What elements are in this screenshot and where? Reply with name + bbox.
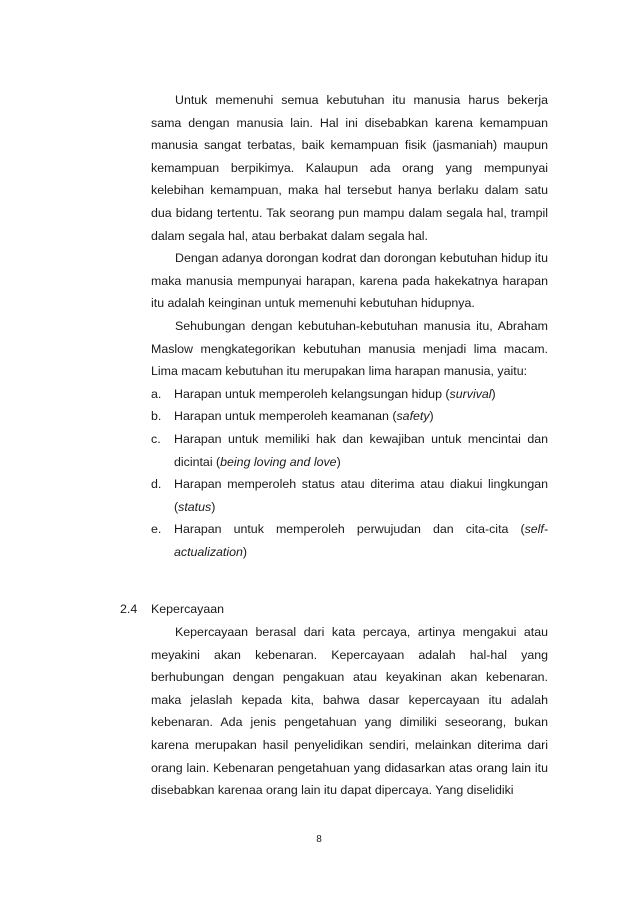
list-item-label: b.: [151, 409, 162, 424]
paragraph-belief: Kepercayaan berasal dari kata percaya, artinya mengakui atau meyakini akan kebenaran. Kepercayaan adalah hal-hal yang berhubungan dengan pengakuan atau keyakinan akan kebenaran. maka jelaslah kepada kita, bahwa dasar kepercayaan itu adalah kebenaran. Ada jenis pengetahuan yang dimiliki seseorang, bukan karena merupakan hasil penyelidikan sendiri, melainkan diterima dari orang lain. Kebenaran pengetahuan yang didasarkan atas orang lain itu disebabkan karenaa orang lain itu dapat dipercaya. Yang diselidiki: [151, 625, 548, 798]
upper-text-block: [151, 89, 548, 563]
page-number: 8: [316, 834, 322, 845]
list-item: b. Harapan untuk memperoleh keamanan (safety): [151, 405, 548, 428]
list-item-label: e.: [151, 522, 162, 537]
section-number: 2.4: [120, 602, 138, 616]
list-item: e. Harapan untuk memperoleh perwujudan dan cita-cita (self-actualization): [151, 518, 548, 563]
list-item-term: survival: [449, 386, 492, 401]
maslow-hopes-list: [151, 383, 548, 564]
lower-text-block: [151, 621, 548, 802]
list-item: c. Harapan untuk memiliki hak dan kewajiban untuk mencintai dan dicintai (being loving and love): [151, 428, 548, 473]
paragraph-needs-cooperation: Untuk memenuhi semua kebutuhan itu manusia harus bekerja sama dengan manusia lain. Hal ini disebabkan karena kemampuan manusia sangat terbatas, baik kemampuan fisik (jasmaniah) maupun kemampuan berpikimya. Kalaupun ada orang yang mempunyai kelebihan kemampuan, maka hal tersebut hanya berlaku dalam satu dua bidang tertentu. Tak seorang pun mampu dalam segala hal, trampil dalam segala hal, atau berbakat dalam segala hal.: [151, 93, 548, 243]
list-item-label: a.: [151, 386, 162, 401]
list-item-label: c.: [151, 431, 161, 446]
list-item-label: d.: [151, 477, 162, 492]
paragraph-hope: Dengan adanya dorongan kodrat dan dorongan kebutuhan hidup itu maka manusia mempunyai harapan, karena pada hakekatnya harapan itu adalah keinginan untuk memenuhi kebutuhan hidupnya.: [151, 251, 548, 311]
list-item: a. Harapan untuk memperoleh kelangsungan hidup (survival): [151, 383, 548, 406]
list-item-term: safety: [396, 409, 430, 424]
list-item-term: status: [178, 499, 212, 514]
section-heading: [120, 598, 224, 621]
paragraph-maslow: Sehubungan dengan kebutuhan-kebutuhan manusia itu, Abraham Maslow mengkategorikan kebutuhan manusia menjadi lima macam. Lima macam kebutuhan itu merupakan lima harapan manusia, yaitu:: [151, 318, 548, 379]
list-item-term: being loving and love: [220, 454, 337, 469]
list-item-term: self-actualization: [174, 522, 548, 559]
section-title: Kepercayaan: [151, 602, 225, 616]
list-item: d. Harapan memperoleh status atau diterima atau diakui lingkungan (status): [151, 473, 548, 518]
